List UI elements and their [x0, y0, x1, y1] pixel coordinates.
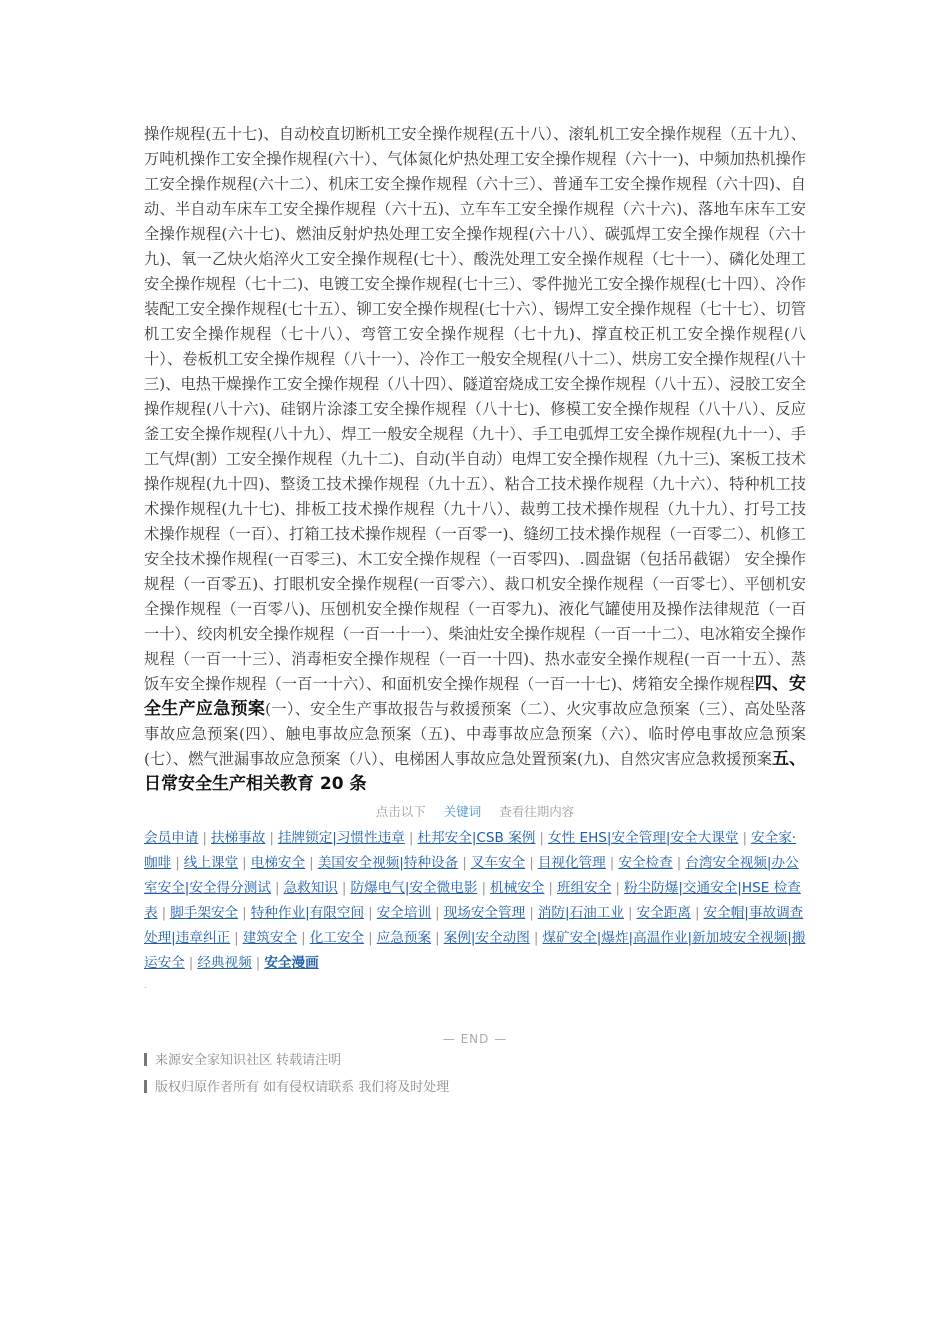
footnote-source-text: 来源安全家知识社区 转载请注明 [155, 1053, 342, 1068]
article-page [144, 122, 806, 1100]
dot-mark: . [144, 980, 148, 991]
link-separator: | [609, 855, 615, 871]
link-separator: | [368, 930, 373, 946]
keyword-link-item[interactable]: 安全家·咖啡 [144, 830, 797, 871]
link-separator: | [627, 905, 633, 921]
link-separator: | [242, 855, 247, 871]
keyword-link-item[interactable]: 消防|石油工业 [537, 905, 624, 921]
link-separator: | [742, 830, 748, 846]
keyword-link-item[interactable]: 美国安全视频|特种设备 [317, 855, 459, 871]
keyword-link-item[interactable]: 杜邦安全|CSB 案例 [417, 830, 536, 846]
link-separator: | [435, 905, 440, 921]
keyword-links [144, 826, 806, 976]
link-separator: | [615, 880, 620, 896]
keyword-link-item[interactable]: 安全培训 [376, 905, 432, 921]
article-body [144, 122, 806, 797]
link-separator: | [309, 855, 314, 871]
keyword-link-item[interactable]: 班组安全 [557, 880, 612, 896]
keyword-link-item[interactable]: 特种作业|有限空间 [250, 905, 365, 921]
link-separator: | [255, 955, 261, 971]
keyword-prefix: 点击以下 [375, 804, 426, 819]
keyword-link-item[interactable]: 线上课堂 [183, 855, 239, 871]
keyword-link-item[interactable]: 安全距离 [636, 905, 691, 921]
link-separator: | [529, 905, 534, 921]
link-separator: | [301, 930, 306, 946]
keyword-link-item[interactable]: 应急预案 [376, 930, 432, 946]
keyword-link-item[interactable]: 会员申请 [144, 830, 199, 846]
keyword-link-item[interactable]: 经典视频 [197, 955, 252, 971]
link-separator: | [202, 830, 207, 846]
link-separator: | [462, 855, 467, 871]
keyword-link-item[interactable]: 电梯安全 [250, 855, 306, 871]
link-separator: | [368, 905, 373, 921]
link-separator: | [274, 880, 280, 896]
link-separator: | [481, 880, 487, 896]
link-separator: | [242, 905, 247, 921]
section-heading-4: 四、安全生产应急预案 [144, 674, 807, 719]
link-separator: | [341, 880, 347, 896]
keyword-link-item[interactable]: 脚手架安全 [170, 905, 239, 921]
keyword-link-item[interactable]: 建筑安全 [242, 930, 298, 946]
footnote-bar [144, 1080, 147, 1093]
keyword-link-item[interactable]: 台湾安全视频|办公室安全|安全得分测试 [144, 855, 799, 896]
footnote-copyright-text: 版权归原作者所有 如有侵权请联系 我们将及时处理 [155, 1080, 450, 1095]
keyword-link-item[interactable]: 目视化管理 [537, 855, 606, 871]
keyword-link-item[interactable]: 化工安全 [309, 930, 365, 946]
keyword-link-item[interactable]: 叉车安全 [470, 855, 526, 871]
keyword-link-item[interactable]: 安全帽|事故调查处理|违章纠正 [144, 905, 804, 946]
link-separator: | [539, 830, 544, 846]
keyword-link-item[interactable]: 粉尘防爆|交通安全|HSE 检查表 [144, 880, 801, 921]
keyword-link-item[interactable]: 安全漫画 [264, 955, 319, 971]
link-separator: | [269, 830, 274, 846]
link-separator: | [676, 855, 682, 871]
keyword-suffix: 查看往期内容 [499, 804, 575, 819]
link-separator: | [529, 855, 534, 871]
keyword-bar [144, 801, 806, 823]
section-heading-5: 五、日常安全生产相关教育 20 条 [144, 749, 806, 794]
link-separator: | [188, 955, 194, 971]
link-separator: | [175, 855, 180, 871]
keyword-link-item[interactable]: 挂牌锁定|习惯性违章 [277, 830, 405, 846]
keyword-link-item[interactable]: 案例|安全动图 [443, 930, 530, 946]
link-separator: | [408, 830, 414, 846]
keyword-link-item[interactable]: 机械安全 [490, 880, 545, 896]
keyword-link-item[interactable]: 急救知识 [283, 880, 338, 896]
keyword-link-item[interactable]: 扶梯事故 [210, 830, 266, 846]
link-separator: | [435, 930, 440, 946]
link-separator: | [548, 880, 553, 896]
keyword-link-item[interactable]: 安全检查 [618, 855, 673, 871]
link-separator: | [533, 930, 539, 946]
keyword-link[interactable]: 关键词 [443, 804, 482, 819]
footnote-copyright [144, 1075, 806, 1100]
link-separator: | [234, 930, 239, 946]
body-part-2: (一）、安全生产事故报告与救援预案（二）、火灾事故应急预案（三）、高处坠落事故应急预案(四）、触电事故应急预案（五)、中毒事故应急预案（六）、临时停电事故应急预案(七）、燃气泄漏事故应急预案（八）、电梯困人事故应急处置预案(九)、自然灾害应急救援预案 [144, 700, 806, 768]
keyword-link-item[interactable]: 煤矿安全|爆炸|高温作业|新加坡安全视频|搬运安全 [144, 930, 806, 971]
link-separator: | [161, 905, 167, 921]
body-part-1: 操作规程(五十七)、自动校直切断机工安全操作规程(五十八）、滚轧机工安全操作规程（五十九）、万吨机操作工安全操作规程(六十）、气体氮化炉热处理工安全操作规程（六十一)、中频加热机操作工安全操作规程(六十二）、机床工安全操作规程（六十三）、普通车工安全操作规程（六十四)、自动、半自动车床车工安全操作规程（六十五)、立车车工安全操作规程（六十六)、落地车床车工安全操作规程(六十七)、燃油反射炉热处理工安全操作规程(六十八）、碳弧焊工安全操作规程（六十九)、氧一乙炔火焰淬火工安全操作规程(七十）、酸洗处理工安全操作规程（七十一）、磷化处理工安全操作规程（七十二)、电镀工安全操作规程(七十三）、零件抛光工安全操作规程(七十四）、冷作装配工安全操作规程(七十五）、铆工安全操作规程(七十六）、锡焊工安全操作规程（七十七）、切管机工安全操作规程（七十八）、弯管工安全操作规程（七十九)、撑直校正机工安全操作规程(八十）、卷板机工安全操作规程（八十一）、冷作工一般安全规程(八十二）、烘房工安全操作规程(八十三)、电热干燥操作工安全操作规程（八十四）、隧道窑烧成工安全操作规程（八十五）、浸胶工安全操作规程(八十六)、硅钢片涂漆工安全操作规程（八十七)、修模工安全操作规程（八十八）、反应釜工安全操作规程(八十九）、焊工一般安全规程（九十）、手工电弧焊工安全操作规程(九十一）、手工气焊(割）工安全操作规程（九十二)、自动(半自动）电焊工安全操作规程（九十三)、案板工技术操作规程(九十四)、整烫工技术操作规程（九十五）、粘合工技术操作规程（九十六）、特种机工技术操作规程(九十七)、排板工技术操作规程（九十八）、裁剪工技术操作规程（九十九）、打号工技术操作规程（一百）、打箱工技术操作规程（一百零一)、缝纫工技术操作规程（一百零二）、机修工安全技术操作规程(一百零三)、木工安全操作规程（一百零四)、.圆盘锯（包括吊截锯） 安全操作规程（一百零五)、打眼机安全操作规程(一百零六）、裁口机安全操作规程（一百零七）、平刨机安全操作规程（一百零八)、压刨机安全操作规程（一百零九)、液化气罐使用及操作法律规范（一百一十）、绞肉机安全操作规程（一百一十一）、柴油灶安全操作规程（一百一十二）、电冰箱安全操作规程（一百一十三）、消毒柜安全操作规程（一百一十四)、热水壶安全操作规程(一百一十五）、蒸饭车安全操作规程（一百一十六）、和面机安全操作规程（一百一十七)、烤箱安全操作规程 [144, 125, 806, 693]
keyword-link-item[interactable]: 现场安全管理 [443, 905, 526, 921]
link-separator: | [694, 905, 700, 921]
end-mark: — END — [442, 1032, 508, 1046]
footnote-bar [144, 1053, 147, 1066]
footnote-source [144, 1048, 806, 1073]
keyword-link-item[interactable]: 女性 EHS|安全管理|安全大课堂 [547, 830, 739, 846]
keyword-link-item[interactable]: 防爆电气|安全微电影 [350, 880, 478, 896]
